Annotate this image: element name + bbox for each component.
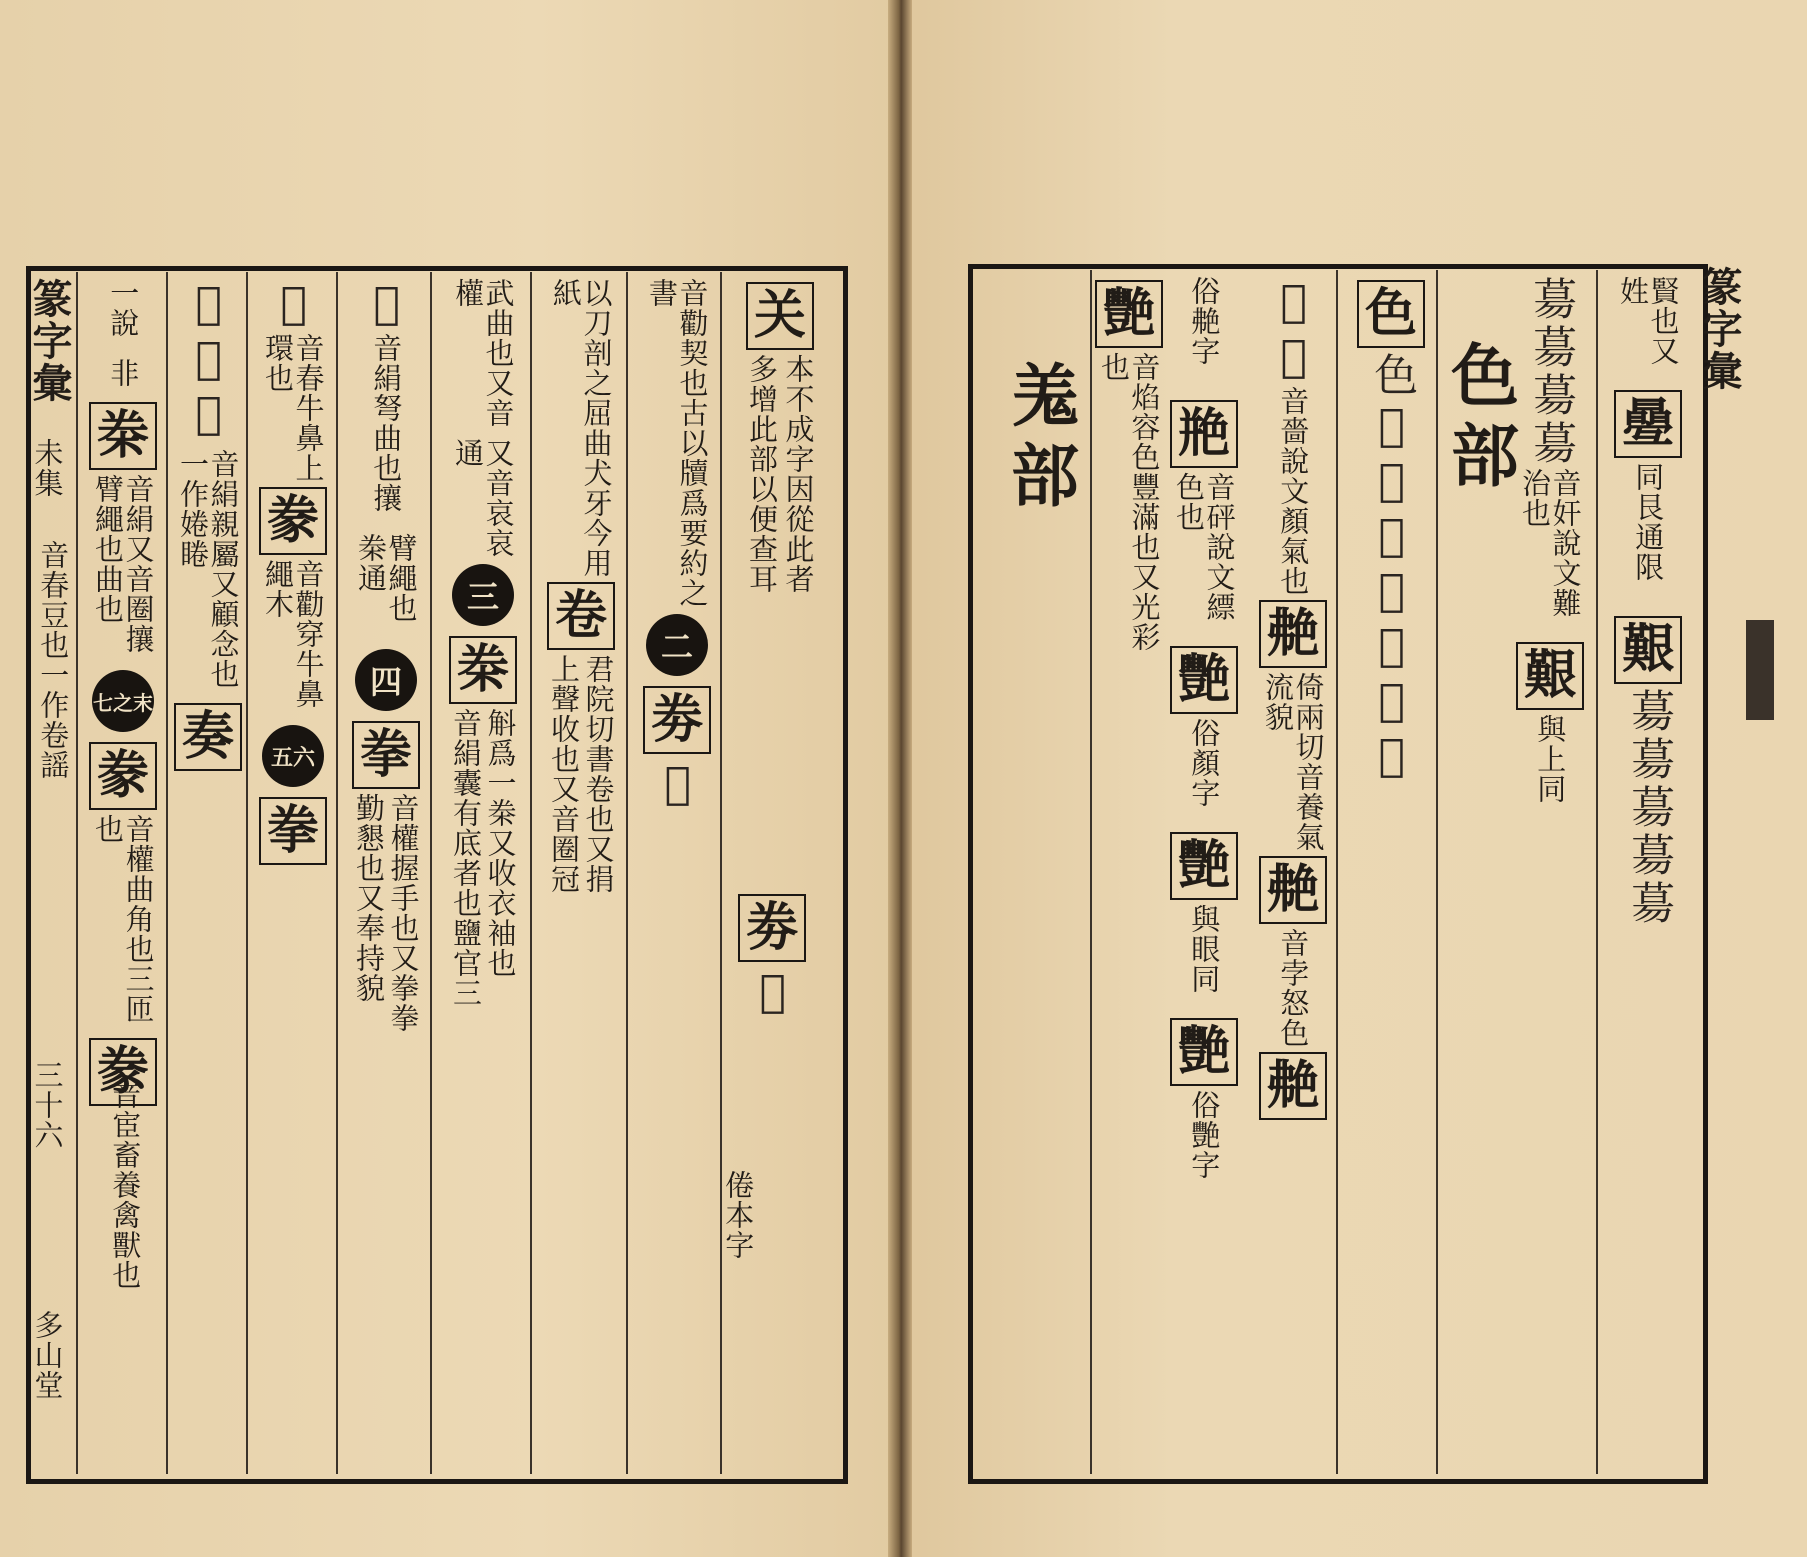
head-glyph: 艵 [1170, 400, 1238, 468]
section-number-badge: 二 [646, 614, 708, 676]
section-number-badge: 三 [452, 564, 514, 626]
left-col-3 [536, 278, 626, 894]
col-text: 倚兩切音養氣流貌 [1261, 672, 1326, 852]
left-margin-page-number: 三十六 [30, 1060, 65, 1150]
col-text: 音絹弩曲也攘 [369, 333, 404, 513]
section-number-badge: 五六 [262, 725, 324, 787]
left-col-8 [80, 278, 166, 1110]
head-glyph: 豢 [89, 742, 157, 810]
col-text: 又音哀哀通 [451, 438, 516, 558]
col-text: 多增此部以便查耳 [745, 354, 779, 594]
left-column-rule [626, 272, 628, 1474]
col-text: 音權握手也又拳拳 [386, 793, 421, 1033]
seal-glyph: 𢍉 [361, 278, 413, 333]
seal-glyph: 𢍉 [747, 966, 799, 1021]
col-text: 武曲也又音權 [451, 278, 516, 428]
left-column-rule [336, 272, 338, 1474]
col-text: 音春牛鼻上環也 [261, 333, 326, 483]
right-column-rule [1336, 270, 1338, 1474]
col-text: 音焰容色豐滿也又光彩也 [1097, 352, 1162, 652]
left-column-rule [166, 272, 168, 1474]
col-text: 倦本字 [721, 1170, 756, 1260]
right-col-3 [1346, 276, 1436, 785]
col-text: 與眼同 [1187, 904, 1222, 994]
right-col-1 [1600, 276, 1696, 928]
head-glyph: 色 [1357, 280, 1425, 348]
right-margin-title: 篆字彙 [1696, 266, 1743, 392]
left-col-6 [250, 278, 336, 869]
col-text: 勤懇也又奉持貌 [352, 793, 386, 1003]
left-col-5 [340, 278, 432, 1033]
left-col-9b [90, 1080, 160, 1290]
seal-glyph: 𦳝𦳝𦳝𦳝 [1525, 276, 1577, 468]
col-text: 音絹又音圈攘臂繩也曲也 [91, 474, 156, 654]
left-margin-volume: 未集 [30, 438, 65, 498]
right-column-rule [1090, 270, 1092, 1474]
head-glyph: 桊 [89, 402, 157, 470]
left-col-1b [722, 890, 822, 1021]
head-glyph: 艴 [1259, 600, 1327, 668]
head-glyph: 桊 [449, 636, 517, 704]
seal-glyph: 𦫵𦫵 [1268, 276, 1320, 386]
col-text: 音孛怒色 [1276, 928, 1311, 1048]
left-margin-title: 篆字彙 [26, 278, 73, 404]
col-text: 音宦畜養禽獸也 [108, 1080, 143, 1290]
right-col-5 [1160, 276, 1248, 1180]
left-col-1 [730, 278, 830, 594]
left-column-rule [530, 272, 532, 1474]
head-glyph: 拳 [352, 721, 420, 789]
col-text: 音嗇說文顏氣也 [1276, 386, 1311, 596]
col-text: 臂繩也桊通 [354, 533, 419, 623]
seal-glyph: 𦳝𦳝𦳝𦳝𦳝 [1623, 688, 1675, 928]
head-glyph: 卷 [547, 582, 615, 650]
col-text: 音勸契也古以牘爲要約之書 [645, 278, 710, 608]
right-column-rule [1596, 270, 1598, 1474]
col-text: 音砰說文縹色也 [1172, 472, 1237, 622]
col-text: 音春豆也一作卷謡 [36, 540, 71, 780]
seal-glyph: 𢍉 [268, 278, 320, 333]
col-text: 音絹親屬又顧念也一作婘睠 [176, 449, 241, 689]
col-text: 一說 [106, 278, 141, 338]
left-column-rule [76, 272, 78, 1474]
head-glyph: 艷 [1170, 1018, 1238, 1086]
head-glyph: 艷 [1170, 646, 1238, 714]
right-section-header-1 [1440, 340, 1520, 500]
head-glyph: 豢 [259, 487, 327, 555]
section-title: 羗部 [999, 360, 1080, 520]
page-tab [1746, 620, 1774, 720]
section-number-badge: 四 [355, 649, 417, 711]
section-number-badge: 七之末 [92, 670, 154, 732]
right-col-6 [1094, 276, 1164, 652]
seal-glyph: 色𦫵𦫵𦫵𦫵𦫵𦫵𦫵 [1366, 352, 1418, 785]
col-text: 音權曲角也三匝也 [91, 814, 156, 1024]
right-col-4 [1250, 276, 1336, 1124]
col-text: 俗顏字 [1187, 718, 1222, 808]
col-text: 與上同 [1533, 714, 1568, 804]
head-glyph: 艴 [1259, 1052, 1327, 1120]
col-text: 同艮通限 [1631, 462, 1666, 582]
col-text: 俗艷字 [1187, 1090, 1222, 1180]
col-text: 音絹囊有底者也鹽官三 [449, 708, 483, 1008]
head-glyph: 关 [746, 282, 814, 350]
head-glyph: 劵 [643, 686, 711, 754]
col-text: 本不成字因從此者 [781, 354, 816, 594]
seal-glyph: 𢍉𢍉𢍉 [183, 278, 235, 443]
col-text: 賢也又姓 [1616, 276, 1681, 366]
right-section-header-2 [1000, 360, 1080, 520]
section-title: 色部 [1439, 340, 1520, 500]
col-text: 音勸穿牛鼻繩木 [261, 559, 326, 709]
head-glyph: 豢 [89, 1038, 157, 1106]
head-glyph: 奏 [174, 703, 242, 771]
col-text: 斛爲一桊又收衣袖也 [483, 708, 518, 978]
head-glyph: 艷 [1170, 832, 1238, 900]
left-column-rule [246, 272, 248, 1474]
col-text: 俗艴字 [1187, 276, 1222, 366]
head-glyph: 艱 [1614, 616, 1682, 684]
col-text: 上聲收也又音圈冠 [547, 654, 581, 894]
head-glyph: 㬪 [1614, 390, 1682, 458]
head-glyph: 艴 [1259, 856, 1327, 924]
head-glyph: 劵 [738, 894, 806, 962]
left-col-2 [630, 278, 724, 813]
head-glyph: 艱 [1516, 642, 1584, 710]
seal-glyph: 𢍉 [652, 758, 704, 813]
col-text: 非 [106, 358, 141, 388]
col-text: 以刀剖之屈曲犬牙今用紙 [549, 278, 614, 578]
col-text: 君院切書卷也又捐 [581, 654, 616, 894]
head-glyph: 拳 [259, 797, 327, 865]
left-col-9 [30, 540, 76, 780]
left-col-7 [170, 278, 246, 775]
left-col-4 [436, 278, 530, 1008]
left-col-1c [718, 1170, 758, 1260]
col-text: 音奸說文難治也 [1518, 468, 1583, 618]
left-margin-publisher: 多山堂 [30, 1310, 65, 1400]
head-glyph: 艷 [1095, 280, 1163, 348]
book-gutter [888, 0, 912, 1557]
